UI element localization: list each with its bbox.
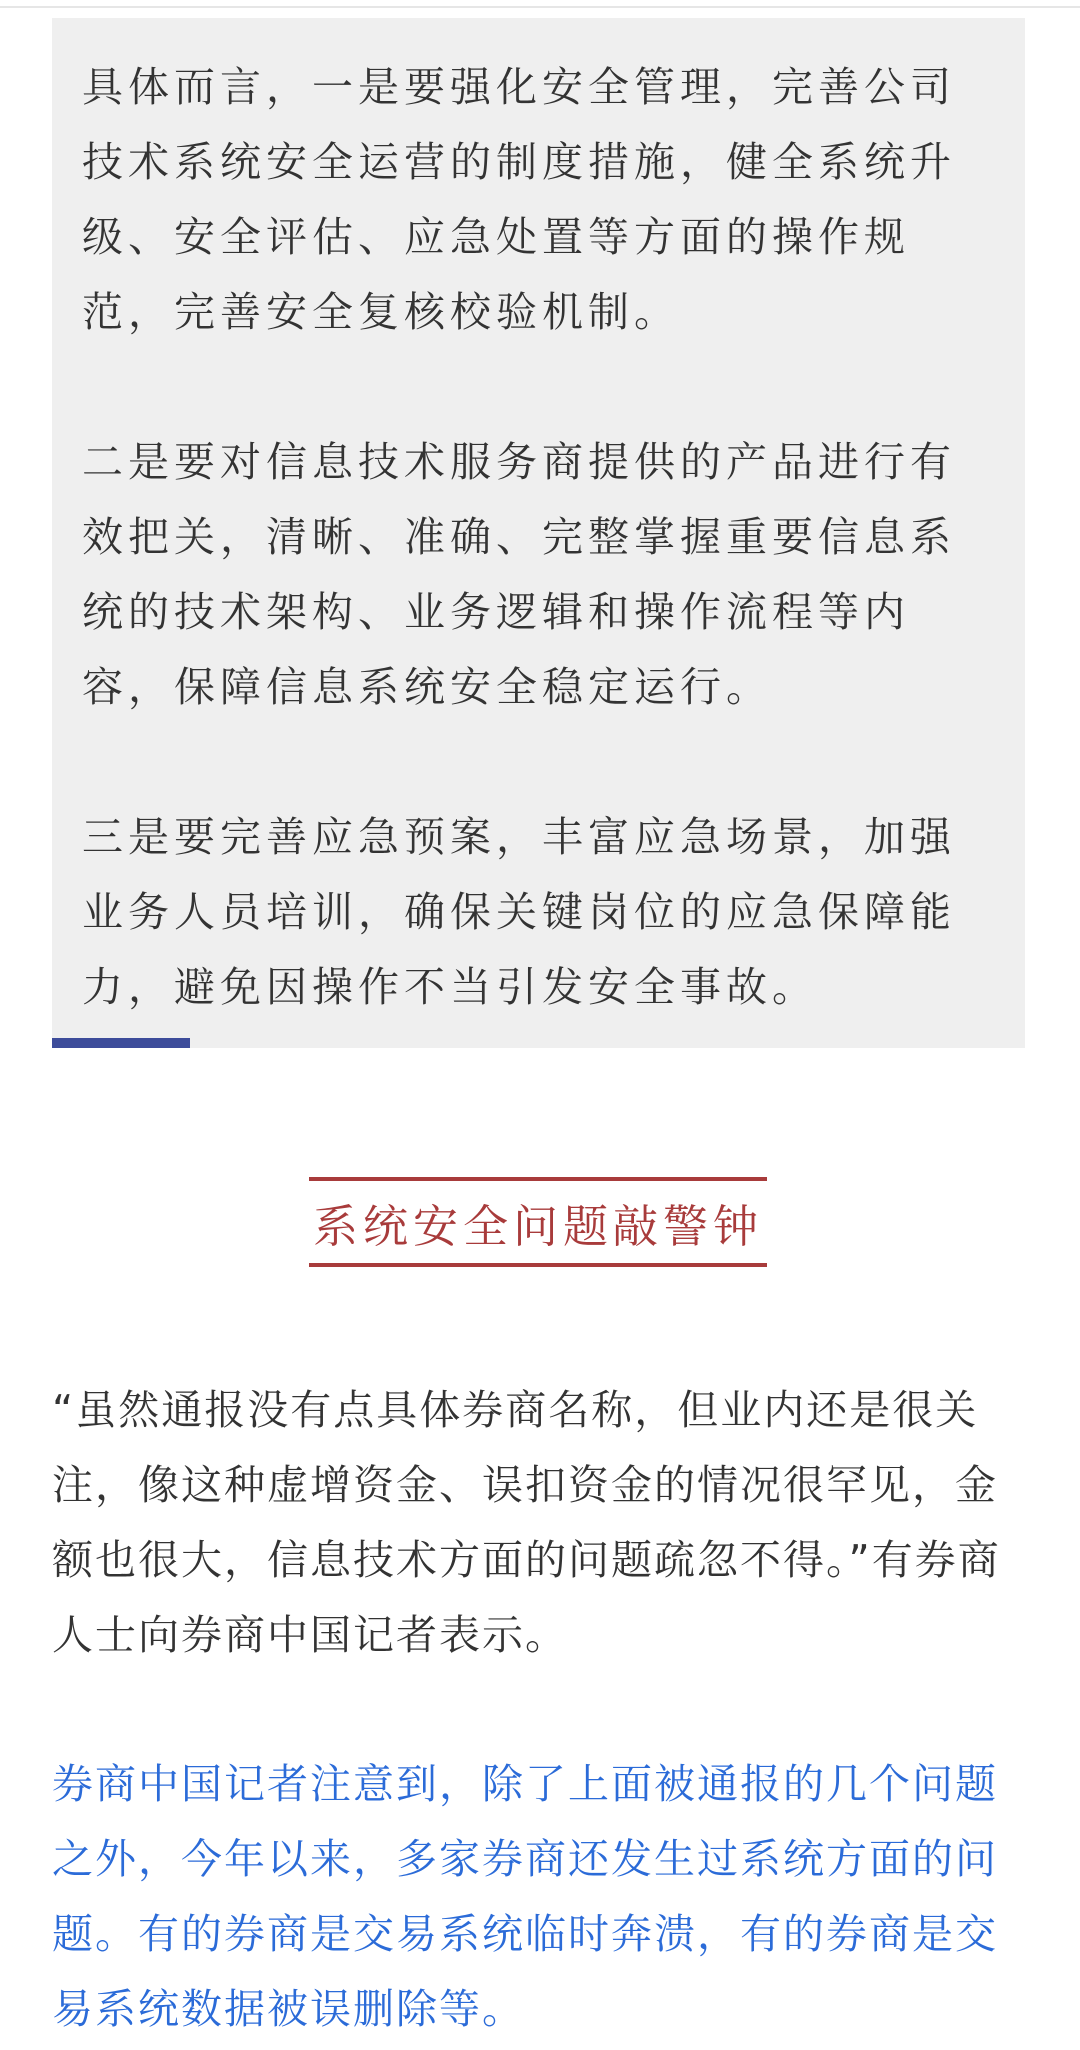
quote-paragraph-2: 二是要对信息技术服务商提供的产品进行有效把关，清晰、准确、完整掌握重要信息系统的技术架构、业务逻辑和操作流程等内容，保障信息系统安全稳定运行。 (82, 438, 956, 711)
top-divider (0, 6, 1080, 8)
quote-paragraph-1: 具体而言，一是要强化安全管理，完善公司技术系统安全运营的制度措施，健全系统升级、安全评估、应急处置等方面的操作规范，完善安全复核校验机制。 (82, 63, 956, 336)
section-heading: 系统安全问题敲警钟 (309, 1177, 767, 1267)
body-paragraph-highlight: 券商中国记者注意到，除了上面被通报的几个问题之外，今年以来，多家券商还发生过系统方面的问题。有的券商是交易系统临时奔溃，有的券商是交易系统数据被误删除等。 (52, 1760, 998, 2033)
quote-block (52, 18, 1025, 1048)
quote-accent-bar (52, 1038, 190, 1048)
quote-paragraph-3: 三是要完善应急预案，丰富应急场景，加强业务人员培训，确保关键岗位的应急保障能力，避免因操作不当引发安全事故。 (82, 813, 956, 1011)
body-paragraph-quote: “虽然通报没有点具体券商名称，但业内还是很关注，像这种虚增资金、误扣资金的情况很罕见，金额也很大，信息技术方面的问题疏忽不得。”有券商人士向券商中国记者表示。 (52, 1386, 1001, 1659)
